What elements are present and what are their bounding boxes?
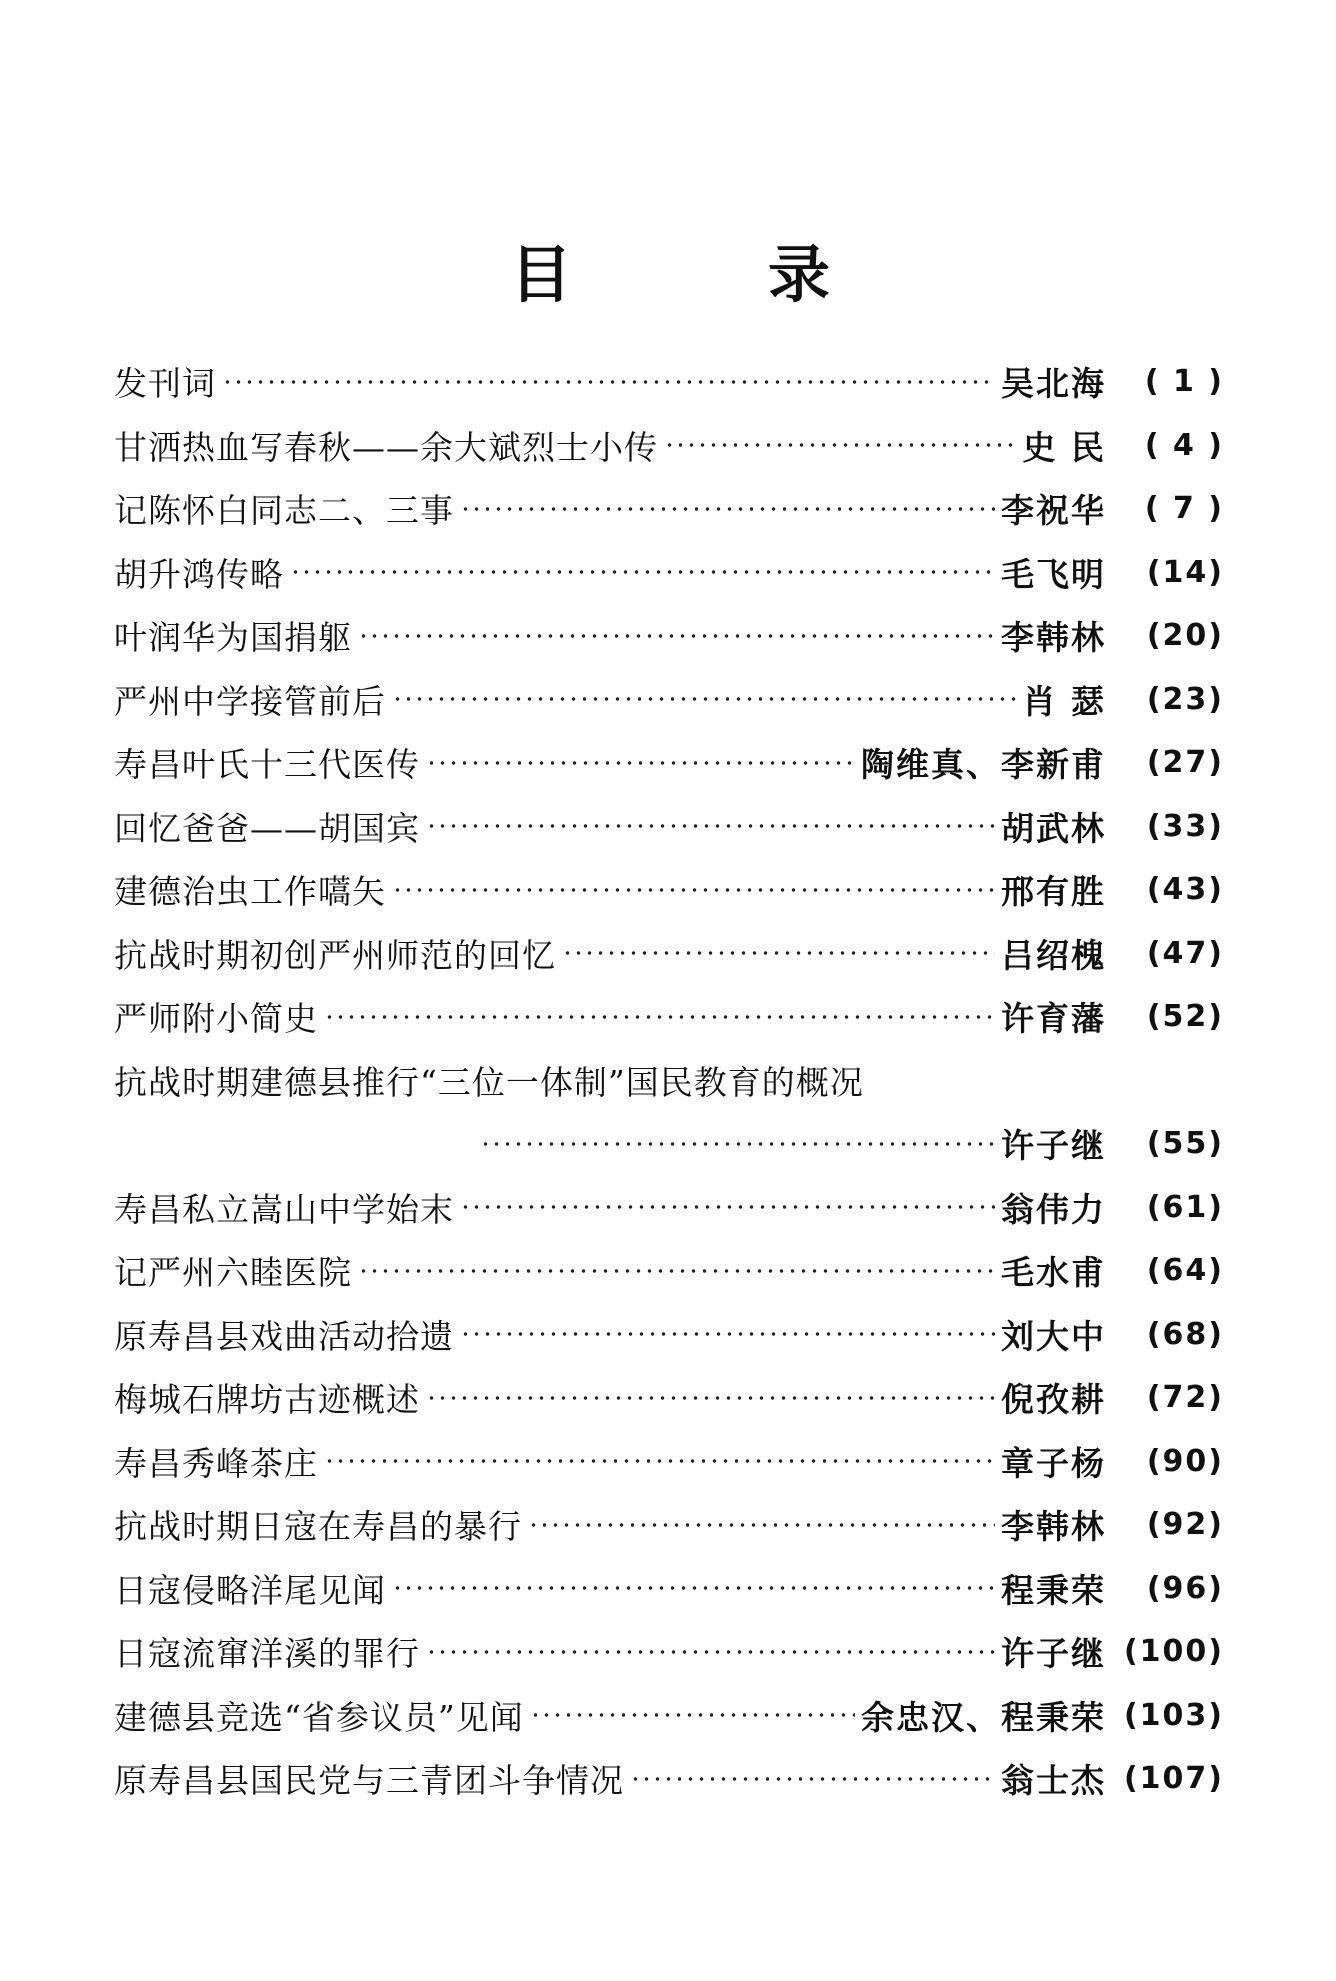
entry-author: 吕绍槐 — [1001, 935, 1106, 975]
entry-title: 回忆爸爸——胡国宾 — [114, 808, 420, 848]
toc-entry — [114, 604, 1224, 668]
dot-leader — [530, 1713, 855, 1717]
dot-leader — [358, 634, 995, 638]
dot-leader — [460, 507, 995, 511]
title-char-1: 目 — [510, 238, 573, 311]
entry-title: 叶润华为国捐躯 — [114, 618, 352, 658]
toc-entry — [114, 1239, 1224, 1303]
toc-entry — [114, 1430, 1224, 1494]
title-char-2: 录 — [767, 238, 830, 311]
toc-entry — [114, 541, 1224, 605]
entry-author: 许子继 — [1001, 1126, 1106, 1166]
entry-page: (61) — [1146, 1189, 1224, 1225]
toc-entry — [114, 1303, 1224, 1367]
entry-title: 建德治虫工作嚆矢 — [114, 872, 386, 912]
entry-title: 抗战时期日寇在寿昌的暴行 — [114, 1507, 522, 1547]
entry-author: 邢有胜 — [1001, 872, 1106, 912]
entry-title: 梅城石牌坊古迹概述 — [114, 1380, 420, 1420]
dot-leader — [222, 380, 995, 384]
entry-page: (52) — [1146, 999, 1224, 1035]
dot-leader — [426, 1396, 995, 1400]
entry-page: (55) — [1146, 1126, 1224, 1162]
entry-title: 发刊词 — [114, 364, 216, 404]
entry-page: (47) — [1146, 935, 1224, 971]
toc-entry — [114, 668, 1224, 732]
entry-title: 抗战时期初创严州师范的回忆 — [114, 935, 556, 975]
dot-leader — [324, 1459, 995, 1463]
dot-leader — [324, 1015, 995, 1019]
entry-title: 抗战时期建德县推行“三位一体制”国民教育的概况 — [114, 1062, 864, 1102]
toc-entry-long-continuation — [114, 1112, 1224, 1176]
toc-entry — [114, 350, 1224, 414]
dot-leader — [664, 443, 1017, 447]
toc-entry — [114, 922, 1224, 986]
entry-author: 翁伟力 — [1001, 1189, 1106, 1229]
entry-author: 李韩林 — [1001, 618, 1106, 658]
dot-leader — [460, 1332, 995, 1336]
entry-author: 吴北海 — [1001, 364, 1106, 404]
entry-page: (103) — [1123, 1697, 1224, 1733]
entry-author: 史 民 — [1022, 427, 1106, 467]
entry-author: 李祝华 — [1001, 491, 1106, 531]
dot-leader — [290, 570, 995, 574]
toc-entry — [114, 858, 1224, 922]
dot-leader — [480, 1142, 995, 1146]
entry-page: (90) — [1146, 1443, 1224, 1479]
entry-page: (23) — [1146, 681, 1224, 717]
entry-page: (96) — [1146, 1570, 1224, 1606]
entry-page: (92) — [1146, 1507, 1224, 1543]
entry-title: 原寿昌县国民党与三青团斗争情况 — [114, 1761, 624, 1801]
toc-entry — [114, 1493, 1224, 1557]
entry-page: (20) — [1146, 618, 1224, 654]
entry-title: 日寇侵略洋尾见闻 — [114, 1570, 386, 1610]
toc-entry — [114, 1366, 1224, 1430]
entry-title: 甘洒热血写春秋——余大斌烈士小传 — [114, 427, 658, 467]
entry-author: 胡武林 — [1001, 808, 1106, 848]
entry-author: 李韩林 — [1001, 1507, 1106, 1547]
entry-title: 寿昌私立嵩山中学始末 — [114, 1189, 454, 1229]
dot-leader — [392, 1586, 995, 1590]
entry-author: 余忠汉、程秉荣 — [861, 1697, 1106, 1737]
dot-leader — [426, 761, 855, 765]
entry-author: 程秉荣 — [1001, 1570, 1106, 1610]
entry-title: 建德县竞选“省参议员”见闻 — [114, 1697, 524, 1737]
entry-title: 日寇流窜洋溪的罪行 — [114, 1634, 420, 1674]
toc-entry — [114, 731, 1224, 795]
entry-author: 许子继 — [1001, 1634, 1106, 1674]
entry-page: (27) — [1146, 745, 1224, 781]
dot-leader — [358, 1269, 995, 1273]
entry-page: (72) — [1146, 1380, 1224, 1416]
entry-page: (68) — [1146, 1316, 1224, 1352]
toc-entry — [114, 795, 1224, 859]
toc-entry — [114, 1747, 1224, 1811]
dot-leader — [392, 697, 1017, 701]
entry-author: 肖 瑟 — [1022, 681, 1106, 721]
entry-title: 严州中学接管前后 — [114, 681, 386, 721]
entry-author: 翁士杰 — [1001, 1761, 1106, 1801]
entry-title: 胡升鸿传略 — [114, 554, 284, 594]
entry-author: 毛飞明 — [1001, 554, 1106, 594]
dot-leader — [426, 1650, 995, 1654]
dot-leader — [528, 1523, 995, 1527]
toc-entry — [114, 1557, 1224, 1621]
toc-entry — [114, 1684, 1224, 1748]
entry-title: 记严州六睦医院 — [114, 1253, 352, 1293]
toc-entry — [114, 1176, 1224, 1240]
entry-page: (64) — [1146, 1253, 1224, 1289]
toc-entry — [114, 985, 1224, 1049]
table-of-contents — [114, 350, 1224, 1811]
toc-entry — [114, 414, 1224, 478]
entry-page: ( 7 ) — [1144, 491, 1224, 527]
entry-title: 寿昌秀峰茶庄 — [114, 1443, 318, 1483]
dot-leader — [426, 824, 995, 828]
entry-title: 原寿昌县戏曲活动拾遗 — [114, 1316, 454, 1356]
dot-leader — [392, 888, 995, 892]
entry-page: (100) — [1123, 1634, 1224, 1670]
entry-title: 寿昌叶氏十三代医传 — [114, 745, 420, 785]
entry-author: 倪孜耕 — [1001, 1380, 1106, 1420]
dot-leader — [460, 1205, 995, 1209]
entry-author: 许育藩 — [1001, 999, 1106, 1039]
entry-author: 刘大中 — [1001, 1316, 1106, 1356]
entry-author: 毛水甫 — [1001, 1253, 1106, 1293]
page-title — [510, 225, 830, 325]
entry-page: (43) — [1146, 872, 1224, 908]
dot-leader — [562, 951, 995, 955]
entry-page: ( 4 ) — [1144, 427, 1224, 463]
entry-title: 严师附小简史 — [114, 999, 318, 1039]
entry-title: 记陈怀白同志二、三事 — [114, 491, 454, 531]
toc-entry-long-title — [114, 1049, 1224, 1113]
toc-entry — [114, 1620, 1224, 1684]
entry-author: 陶维真、李新甫 — [861, 745, 1106, 785]
entry-page: (14) — [1146, 554, 1224, 590]
toc-entry — [114, 477, 1224, 541]
entry-author: 章子杨 — [1001, 1443, 1106, 1483]
entry-page: (33) — [1146, 808, 1224, 844]
dot-leader — [630, 1777, 995, 1781]
entry-page: ( 1 ) — [1144, 364, 1224, 400]
entry-page: (107) — [1123, 1761, 1224, 1797]
